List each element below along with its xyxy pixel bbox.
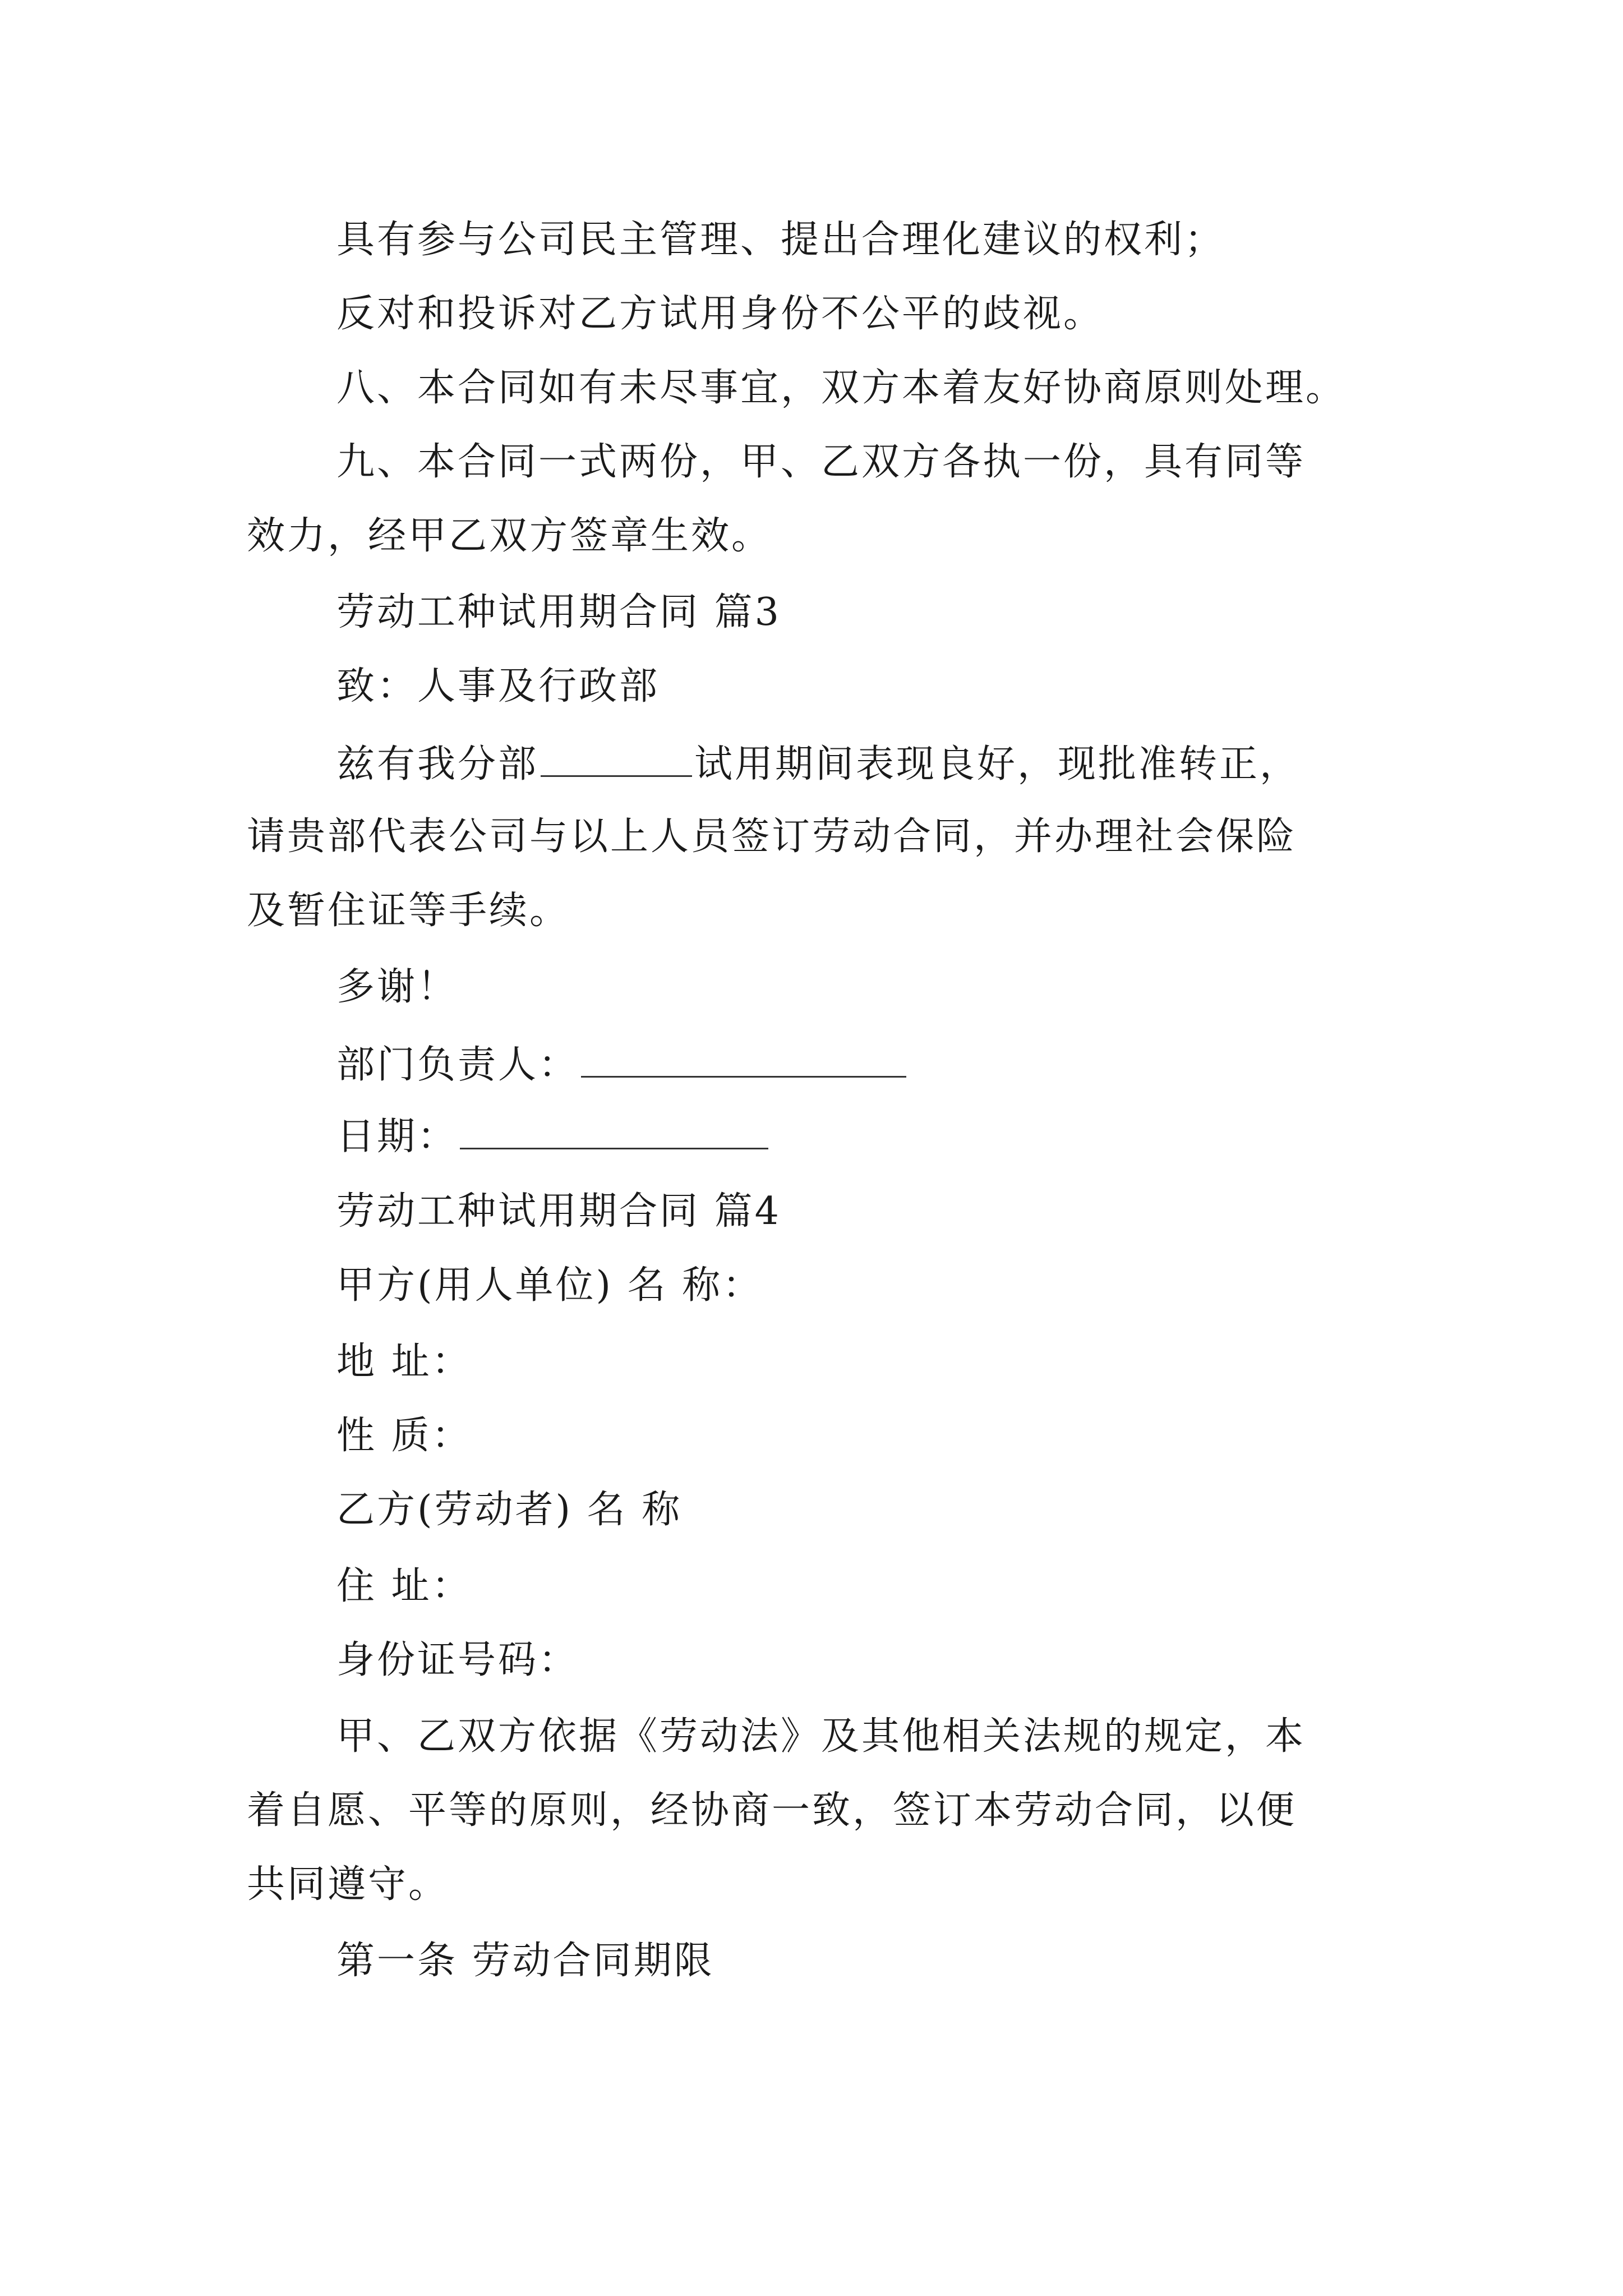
form-field-line: 甲方(用人单位) 名 称：: [336, 1263, 763, 1308]
paragraph-line: 及暂住证等手续。: [247, 889, 570, 933]
paragraph-line: 具有参与公司民主管理、提出合理化建议的权利；: [336, 218, 1225, 262]
date-line: [247, 1108, 1481, 1164]
signature-line: [247, 1037, 1481, 1092]
section-heading: 劳动工种试用期合同 篇3: [336, 590, 781, 634]
addressee-line: 致：人事及行政部: [336, 664, 660, 708]
closing-line: 多谢！: [336, 965, 458, 1009]
department-head-blank: [581, 1037, 906, 1078]
paragraph-line: 共同遵守。: [247, 1862, 449, 1907]
paragraph-line: 反对和投诉对乙方试用身份不公平的歧视。: [336, 292, 1104, 336]
paragraph-line: 甲、乙双方依据《劳动法》及其他相关法规的规定，本: [336, 1714, 1306, 1759]
form-field-line: 地 址：: [336, 1340, 472, 1384]
paragraph-line: [247, 736, 1481, 792]
article-heading: 第一条 劳动合同期限: [336, 1939, 714, 1983]
form-field-line: 性 质：: [336, 1414, 472, 1458]
date-blank: [460, 1108, 768, 1149]
form-field-line: 身份证号码：: [336, 1638, 579, 1682]
form-field-line: 乙方(劳动者) 名 称: [336, 1488, 683, 1532]
form-field-line: 住 址：: [336, 1564, 472, 1608]
paragraph-suffix: 试用期间表现良好，现批准转正，: [694, 742, 1301, 786]
paragraph-line: 着自愿、平等的原则，经协商一致，签订本劳动合同，以便: [247, 1788, 1297, 1833]
section-heading: 劳动工种试用期合同 篇4: [336, 1189, 781, 1234]
paragraph-line: 请贵部代表公司与以上人员签订劳动合同，并办理社会保险: [247, 815, 1297, 859]
paragraph-line: 八、本合同如有未尽事宜，双方本着友好协商原则处理。: [336, 366, 1347, 410]
name-blank: [541, 736, 692, 777]
date-label: 日期：: [336, 1115, 458, 1159]
department-head-label: 部门负责人：: [336, 1043, 579, 1087]
paragraph-prefix: 兹有我分部: [336, 742, 539, 786]
paragraph-line: 效力，经甲乙双方签章生效。: [247, 514, 772, 558]
paragraph-line: 九、本合同一式两份，甲、乙双方各执一份，具有同等: [336, 440, 1306, 484]
